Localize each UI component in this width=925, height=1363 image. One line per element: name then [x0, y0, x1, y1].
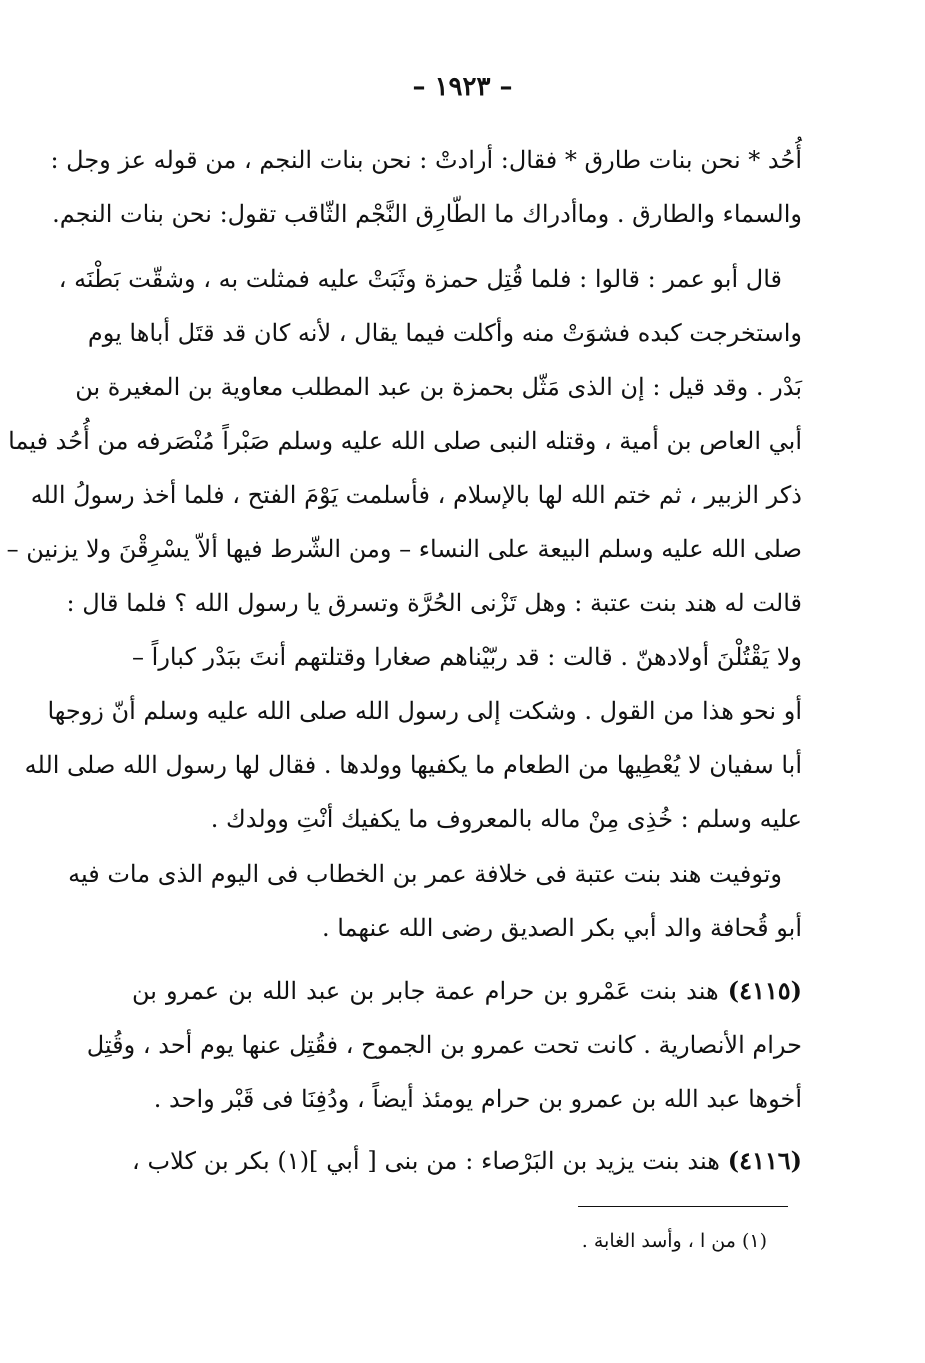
paragraph-3	[68, 847, 802, 955]
paragraph-2	[6, 252, 802, 846]
entry-number: (٤١١٦)	[727, 1146, 802, 1175]
text-line: ذكر الزبير ، ثم ختم الله لها بالإسلام ، فأسلمت يَوْمَ الفتح ، فلما أخذ رسولُ الله	[30, 481, 802, 509]
entry-text: هند بنت عَمْرو بن حرام عمة جابر بن عبد الله بن عمرو بن	[132, 977, 719, 1005]
text-line: والسماء والطارق . وماأدراك ما الطّارِق النَّجْم الثّاقب تقول: نحن بنات النجم.	[52, 200, 802, 228]
entry-heading-line	[132, 1134, 802, 1188]
paragraph-1	[50, 133, 802, 241]
entry-4115	[86, 964, 802, 1126]
text-line: صلى الله عليه وسلم البيعة على النساء – ومن الشّرط فيها ألاّ يسْرِقْنَ ولا يزنين –	[6, 535, 802, 563]
text-line: أبي العاص بن أمية ، وقتله النبى صلى الله عليه وسلم صَبْراً مُنْصَرفه من أُحُد فيما	[8, 427, 802, 455]
text-line: عليه وسلم : خُذِى مِنْ ماله بالمعروف ما يكفيك أنْتِ وولدك .	[210, 805, 802, 833]
text-line: قال أبو عمر : قالوا : فلما قُتِل حمزة وثَبَتْ عليه فمثلت به ، وشقّت بَطْنَه ،	[58, 265, 782, 293]
text-line: ولا يَقْتُلْنَ أولادهنّ . قالت : قد ربّيْناهم صغارا وقتلتهم أنتَ ببَدْر كباراً –	[132, 643, 802, 671]
text-line: أبو قُحافة والد أبي بكر الصديق رضى الله عنهما .	[321, 914, 802, 942]
entry-text: هند بنت يزيد بن البَرْصاء : من بنى [ أبي ](١) بكر بن كلاب ،	[132, 1147, 720, 1175]
text-line: أبا سفيان لا يُعْطِيها من الطعام ما يكفيها وولدها . فقال لها رسول الله صلى الله	[24, 751, 802, 779]
text-line: أخوها عبد الله بن عمرو بن حرام يومئذ أيضاً ، ودُفِنَا فى قَبْر واحد .	[153, 1085, 802, 1113]
footnote-divider	[578, 1206, 788, 1207]
text-line: وتوفيت هند بنت عتبة فى خلافة عمر بن الخطاب فى اليوم الذى مات فيه	[68, 860, 782, 888]
page-number: – ١٩٢٣ –	[412, 72, 513, 102]
text-line: حرام الأنصارية . كانت تحت عمرو بن الجموح ، فقُتِل عنها يوم أحد ، وقُتِل	[86, 1031, 802, 1059]
entry-number: (٤١١٥)	[727, 976, 802, 1005]
text-line: واستخرجت كبده فشوَتْ منه وأكلت فيما يقال ، لأنه كان قد قتَل أباها يوم	[87, 319, 802, 347]
footnote: (١) من ا ، وأسد الغابة .	[581, 1230, 767, 1252]
text-line: أو نحو هذا من القول . وشكت إلى رسول الله صلى الله عليه وسلم أنّ زوجها	[47, 697, 802, 725]
text-line: بَدْر . وقد قيل : إن الذى مَثّل بحمزة بن عبد المطلب معاوية بن المغيرة بن	[75, 373, 802, 401]
text-line: قالت له هند بنت عتبة : وهل تَزْنى الحُرَّة وتسرق يا رسول الله ؟ فلما قال :	[66, 589, 802, 617]
entry-heading-line	[132, 964, 802, 1018]
entry-4116	[132, 1134, 802, 1188]
text-line: أُحُد * نحن بنات طارق * فقال: أرادتْ : نحن بنات النجم ، من قوله عز وجل :	[50, 146, 802, 174]
